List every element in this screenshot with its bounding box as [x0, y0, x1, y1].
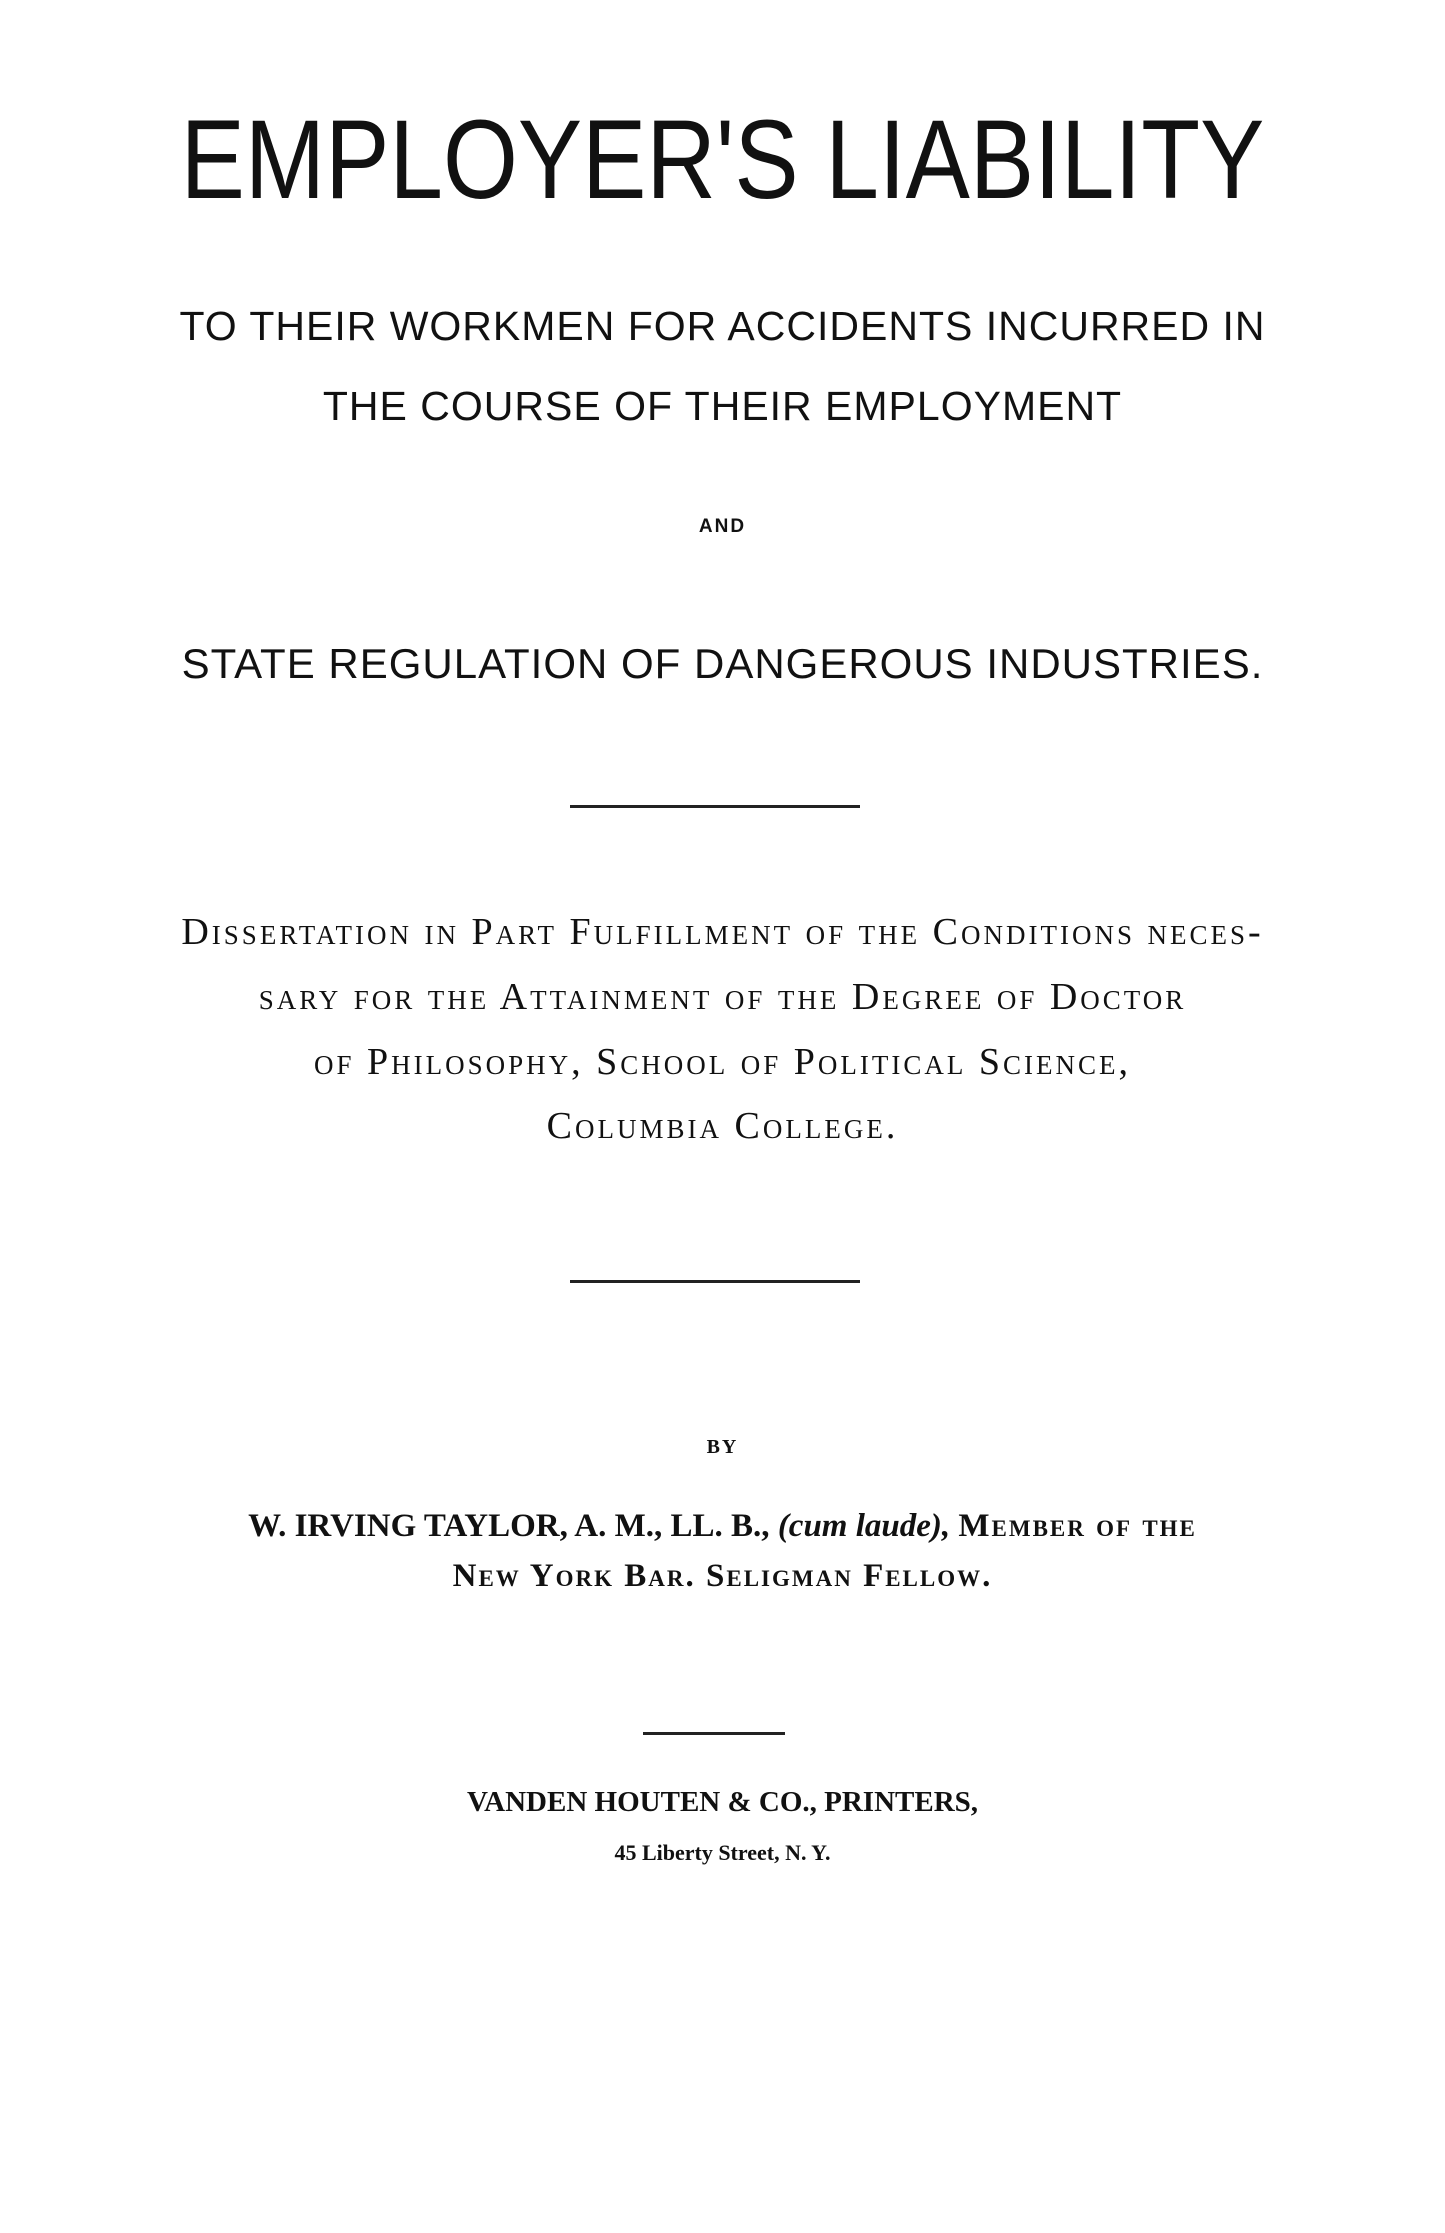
author-membership-2: New York Bar. Seligman Fellow. [452, 1558, 993, 1594]
printer-name: VANDEN HOUTEN & CO., PRINTERS, [466, 1786, 979, 1818]
dissertation-line-2: sary for the Attainment of the Degree of Doctor [258, 976, 1187, 1018]
author-honor: (cum laude), [777, 1508, 951, 1544]
by-label: BY [706, 1436, 739, 1458]
book-title: EMPLOYER'S LIABILITY [180, 97, 1265, 222]
dissertation-line-3: of Philosophy, School of Political Science, [313, 1041, 1132, 1083]
subtitle-line-3: STATE REGULATION OF DANGEROUS INDUSTRIES. [181, 640, 1264, 687]
dissertation-line-4: Columbia College. [546, 1105, 899, 1147]
author-membership-1: Member of the [958, 1508, 1197, 1544]
subtitle-line-1: TO THEIR WORKMEN FOR ACCIDENTS INCURRED IN [179, 303, 1266, 349]
dissertation-line-1: Dissertation in Part Fulfillment of the Conditions neces- [181, 911, 1264, 953]
subtitle-line-2: THE COURSE OF THEIR EMPLOYMENT [322, 383, 1123, 429]
and-connector: AND [698, 516, 747, 537]
divider-rule [643, 1732, 785, 1735]
printer-address: 45 Liberty Street, N. Y. [614, 1840, 831, 1865]
divider-rule [570, 1280, 860, 1283]
divider-rule [570, 805, 860, 808]
author-name: W. IRVING TAYLOR, A. M., LL. B., [248, 1508, 770, 1544]
author-line-1 [0, 1508, 1445, 1545]
